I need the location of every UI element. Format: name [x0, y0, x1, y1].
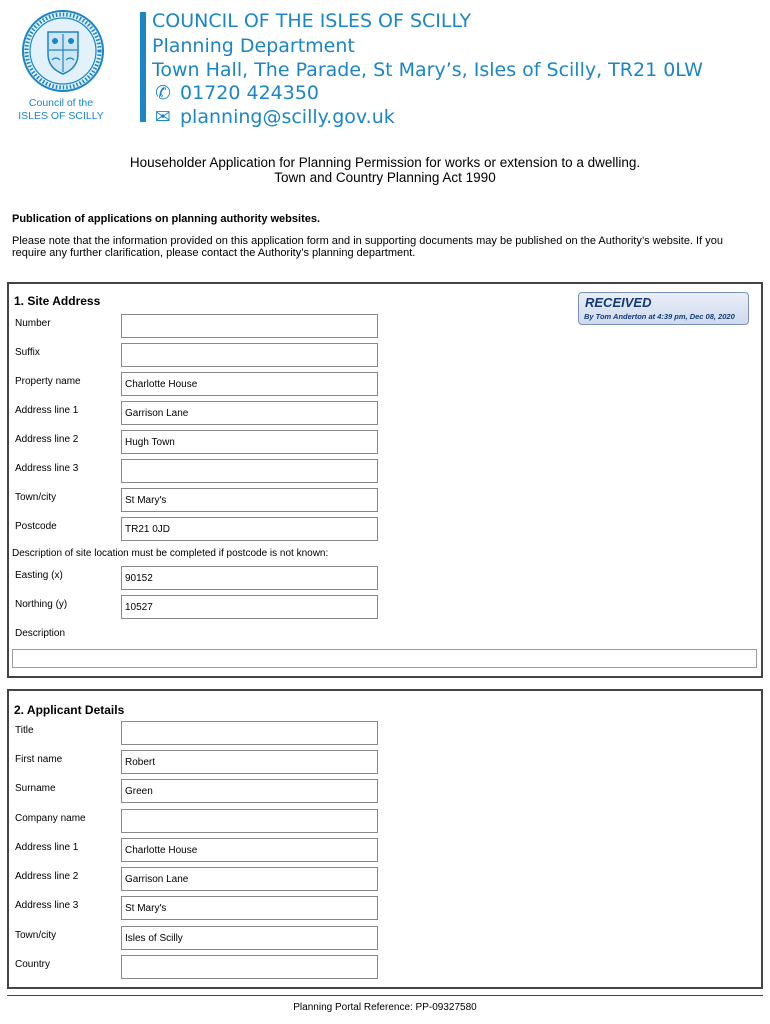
department-name: Planning Department: [152, 35, 355, 57]
phone-icon: ✆: [155, 82, 171, 104]
northing-field[interactable]: 10527: [121, 595, 378, 619]
number-field[interactable]: [121, 314, 378, 338]
description-label: Description: [15, 628, 66, 639]
site-address-line1-label: Address line 1: [15, 405, 79, 416]
number-label: Number: [15, 318, 51, 329]
description-field[interactable]: [12, 649, 757, 668]
email-line: [152, 106, 395, 128]
easting-label: Easting (x): [15, 570, 63, 581]
publication-heading: Publication of applications on planning authority websites.: [12, 213, 321, 225]
applicant-title-label: Title: [15, 725, 34, 736]
mail-icon: ✉: [155, 106, 171, 128]
applicant-title: 2. Applicant Details: [14, 703, 125, 717]
site-town-field[interactable]: St Mary's: [121, 488, 378, 512]
applicant-town-label: Town/city: [15, 930, 57, 941]
council-address: Town Hall, The Parade, St Mary’s, Isles of Scilly, TR21 0LW: [152, 59, 703, 81]
form-title: Householder Application for Planning Permission for works or extension to a dwelling.: [129, 155, 641, 170]
site-address-title: 1. Site Address: [14, 294, 101, 308]
applicant-address-line3-field[interactable]: St Mary's: [121, 896, 378, 920]
footer-rule: [7, 995, 763, 996]
surname-field[interactable]: Green: [121, 779, 378, 803]
site-address-line3-field[interactable]: [121, 459, 378, 483]
postcode-label: Postcode: [15, 521, 57, 532]
site-town-label: Town/city: [15, 492, 57, 503]
first-name-field[interactable]: Robert: [121, 750, 378, 774]
applicant-town-field[interactable]: Isles of Scilly: [121, 926, 378, 950]
stamp-title: RECEIVED: [585, 295, 652, 310]
location-note: Description of site location must be completed if postcode is not known:: [12, 548, 329, 559]
phone-line: [152, 82, 319, 104]
seal-caption-line2: ISLES OF SCILLY: [18, 110, 104, 122]
form-subtitle: Town and Country Planning Act 1990: [274, 170, 496, 185]
publication-notice: Please note that the information provided on this application form and in supporting documents may be published on the Authority’s website. If you require any further clarification, please contact the Authority’s planning department.: [12, 235, 723, 259]
portal-reference: Planning Portal Reference: PP-09327580: [293, 1002, 477, 1013]
applicant-address-line2-label: Address line 2: [15, 871, 79, 882]
site-address-line3-label: Address line 3: [15, 463, 79, 474]
seal-caption: [10, 97, 112, 123]
header-divider: [140, 12, 146, 122]
applicant-address-line1-field[interactable]: Charlotte House: [121, 838, 378, 862]
phone-number: 01720 424350: [180, 82, 320, 104]
stamp-detail: By Tom Anderton at 4:39 pm, Dec 08, 2020: [584, 312, 735, 321]
site-address-line2-field[interactable]: Hugh Town: [121, 430, 378, 454]
applicant-address-line1-label: Address line 1: [15, 842, 79, 853]
seal-caption-line1: Council of the: [28, 97, 94, 109]
applicant-address-line2-field[interactable]: Garrison Lane: [121, 867, 378, 891]
site-address-line2-label: Address line 2: [15, 434, 79, 445]
property-name-field[interactable]: Charlotte House: [121, 372, 378, 396]
property-name-label: Property name: [15, 376, 81, 387]
applicant-address-line3-label: Address line 3: [15, 900, 79, 911]
suffix-label: Suffix: [15, 347, 40, 358]
easting-field[interactable]: 90152: [121, 566, 378, 590]
northing-label: Northing (y): [15, 599, 68, 610]
suffix-field[interactable]: [121, 343, 378, 367]
country-label: Country: [15, 959, 51, 970]
applicant-title-field[interactable]: [121, 721, 378, 745]
site-address-line1-field[interactable]: Garrison Lane: [121, 401, 378, 425]
company-name-label: Company name: [15, 813, 86, 824]
received-stamp: [578, 292, 749, 325]
email-link[interactable]: planning@scilly.gov.uk: [180, 106, 395, 128]
org-name: COUNCIL OF THE ISLES OF SCILLY: [152, 10, 472, 32]
council-seal-logo: [22, 10, 104, 92]
surname-label: Surname: [15, 783, 56, 794]
postcode-field[interactable]: TR21 0JD: [121, 517, 378, 541]
country-field[interactable]: [121, 955, 378, 979]
company-name-field[interactable]: [121, 809, 378, 833]
first-name-label: First name: [15, 754, 63, 765]
